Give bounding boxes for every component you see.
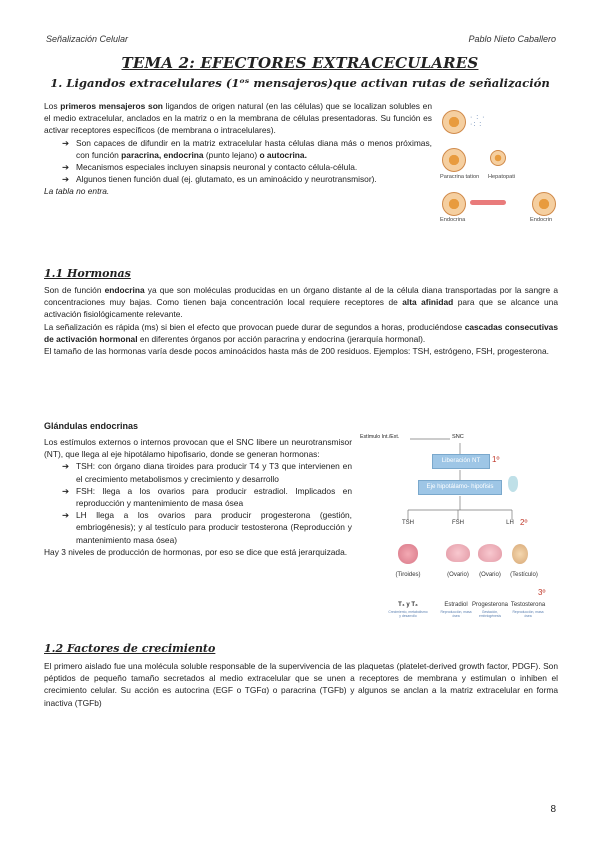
bullet-item: ➔ LH llega a los ovarios para producir progesterona (gestión, embriogénesis); y al testículo para producir testosterona (Reproducción y mantenimiento masa ósea) (62, 510, 352, 545)
section11-heading: 1.1 Hormonas (44, 267, 131, 280)
section12-heading: 1.2 Factores de crecimiento (44, 642, 216, 655)
product-note: Reproducción, masa ósea (440, 610, 472, 618)
header-left: Señalización Celular (46, 34, 129, 44)
product-label: T₄ y T₃ (398, 602, 418, 608)
header-right: Pablo Nieto Caballero (468, 34, 556, 44)
bullet-item: ➔ Algunos tienen función dual (ej. glutamato, es un aminoácido y neurotransmisor). (62, 173, 432, 185)
product-label: Testosterona (510, 602, 546, 608)
paragraph: Son de función endocrina ya que son moléculas producidas en un órgano distante al de la célula diana transportadas por la sangre a concentraciones muy bajas. Como tienen baja concentración local requiere receptores de alta afinidad para que se alcance una activación fisiológicamente relevante. (44, 285, 558, 320)
organ-label: (Testículo) (510, 572, 538, 578)
hormone-fsh: FSH (452, 520, 464, 526)
bullet-text: Algunos tienen función dual (ej. glutamato, es un aminoácido y neurotransmisor). (76, 174, 377, 185)
organ-label: (Tiroides) (395, 572, 421, 578)
label-endocrine-2: Endocrin (530, 217, 553, 223)
bullet-item: ➔ Son capaces de difundir en la matriz extracelular hasta células diana más o menos próximas, con función paracrina, endocrina (punto lejano) o autocrina. (62, 137, 432, 160)
nt-release-box: Liberación NT (432, 454, 490, 469)
section1-note: La tabla no entra. (44, 186, 110, 197)
paragraph: El tamaño de las hormonas varía desde pocos aminoácidos hasta más de 200 residuos. Ejemplos: TSH, estrógeno, FSH, progesterona. (44, 346, 549, 357)
section11-body (44, 284, 558, 357)
section1-bullets (44, 137, 432, 186)
paragraph: La señalización es rápida (ms) si bien el efecto que provocan puede durar de segundos a horas, produciéndose cascadas consecutivas de activación hormonal en diferentes órganos por acción paracrina y endocrina (jerarquía hormonal). (44, 321, 558, 344)
bullet-text: TSH: con órgano diana tiroides para producir T4 y T3 que intervienen en el crecimiento metabolismos y crecimiento y desarrollo (76, 461, 352, 484)
glandulas-bullets (44, 460, 352, 545)
product-note: Crecimiento, metabolismo y desarrollo (388, 610, 428, 618)
label-endocrine: Endocrina (440, 217, 466, 223)
glandulas-intro: Los estímulos externos o internos provocan que el SNC libere un neurotransmisor (NT), que llega al eje hipotálamo hipofisario, donde se generan hormonas: (44, 437, 352, 460)
ovary-icon (446, 544, 470, 562)
section1-intro: Los primeros mensajeros son ligandos de origen natural (en las células) que se localizan solubles en el medio extracelular, anclados en la matriz o en la membrana de células presentadoras. Su función es activar receptores específicos (de membrana o intracelulares). (44, 101, 432, 136)
section1-body (44, 100, 432, 198)
glandulas-heading: Glándulas endocrinas (44, 421, 139, 431)
bullet-text: FSH: llega a los ovarios para producir estradiol. Implicados en reproducción y mantenimiento de masa ósea (76, 485, 352, 509)
diagram-snc: SNC (452, 434, 464, 440)
label-paracrine: Paracrina tation (440, 174, 480, 180)
testis-icon (512, 544, 528, 564)
blood-vessel-icon (470, 200, 506, 205)
bullet-text: Mecanismos especiales incluyen sinapsis neuronal y contacto célula-célula. (76, 162, 358, 173)
paragraph: El primero aislado fue una molécula soluble responsable de la supervivencia de las plaquetas (platelet-derived growth factor, PDGF). Son péptidos de pequeño tamaño secretados al medio extracelular que se unen a receptores de membrana y estimulan o inhiben el crecimiento celular. Su acción es autocrina (EGF o TGFα) o paracrina (TGFb) y algunos se anclan a la matriz extracelular en forma inactiva (TGFb) (44, 661, 558, 708)
signal-dots-icon: · : · ·: : (470, 114, 486, 128)
level-1-label: 1º (492, 455, 500, 464)
page-title: TEMA 2: EFECTORES EXTRACECULARES (121, 54, 479, 72)
cell-image (442, 192, 466, 216)
product-label: Progesterona (471, 602, 509, 608)
hormone-lh: LH (506, 520, 514, 526)
hormone-diagram (360, 432, 560, 632)
bullet-item: ➔ TSH: con órgano diana tiroides para producir T4 y T3 que intervienen en el crecimiento metabolismos y crecimiento y desarrollo (62, 461, 352, 484)
cell-image (532, 192, 556, 216)
bullet-item: ➔ FSH: llega a los ovarios para producir estradiol. Implicados en reproducción y mantenimiento de masa ósea (62, 485, 352, 509)
label-hepatic: Hepatopati (488, 174, 516, 180)
section1-heading: 1. Ligandos extracelulares (1ᵒˢ mensajeros)que activan rutas de señalización (50, 76, 550, 90)
organ-label: (Ovario) (447, 572, 469, 578)
section12-body (44, 660, 558, 709)
hormone-tsh: TSH (402, 520, 414, 526)
glandulas-body (44, 436, 352, 558)
diagram-stimulus: Estímulo Int./Ext. (360, 434, 400, 440)
cell-image (442, 110, 466, 134)
product-label: Estradiol (444, 602, 468, 608)
bullet-text: LH llega a los ovarios para producir progesterona (gestión, embriogénesis); y al testículo para producir testosterona (Reproducción y mantenimiento masa ósea) (76, 510, 352, 545)
thyroid-icon (398, 544, 418, 564)
organ-label: (Ovario) (479, 572, 501, 578)
product-note: Reproducción, masa ósea (512, 610, 544, 618)
pituitary-icon (508, 476, 518, 492)
cell-image (490, 150, 506, 166)
glandulas-outro: Hay 3 niveles de producción de hormonas, por eso se dice que está jerarquizada. (44, 546, 348, 557)
product-note: Gestación, embriogénesis (478, 610, 502, 618)
ovary-icon (478, 544, 502, 562)
level-3-label: 3º (538, 588, 546, 597)
cell-image (442, 148, 466, 172)
bullet-text: Son capaces de difundir en la matriz extracelular hasta células diana más o menos próximas, con función paracrina, endocrina (punto lejano) o autocrina. (76, 137, 432, 160)
level-2-label: 2º (520, 518, 528, 527)
bullet-item: ➔ Mecanismos especiales incluyen sinapsis neuronal y contacto célula-célula. (62, 161, 432, 173)
axis-box: Eje hipotálamo- hipofisis (418, 480, 502, 495)
signaling-figure (440, 104, 560, 234)
page-number: 8 (550, 804, 556, 815)
